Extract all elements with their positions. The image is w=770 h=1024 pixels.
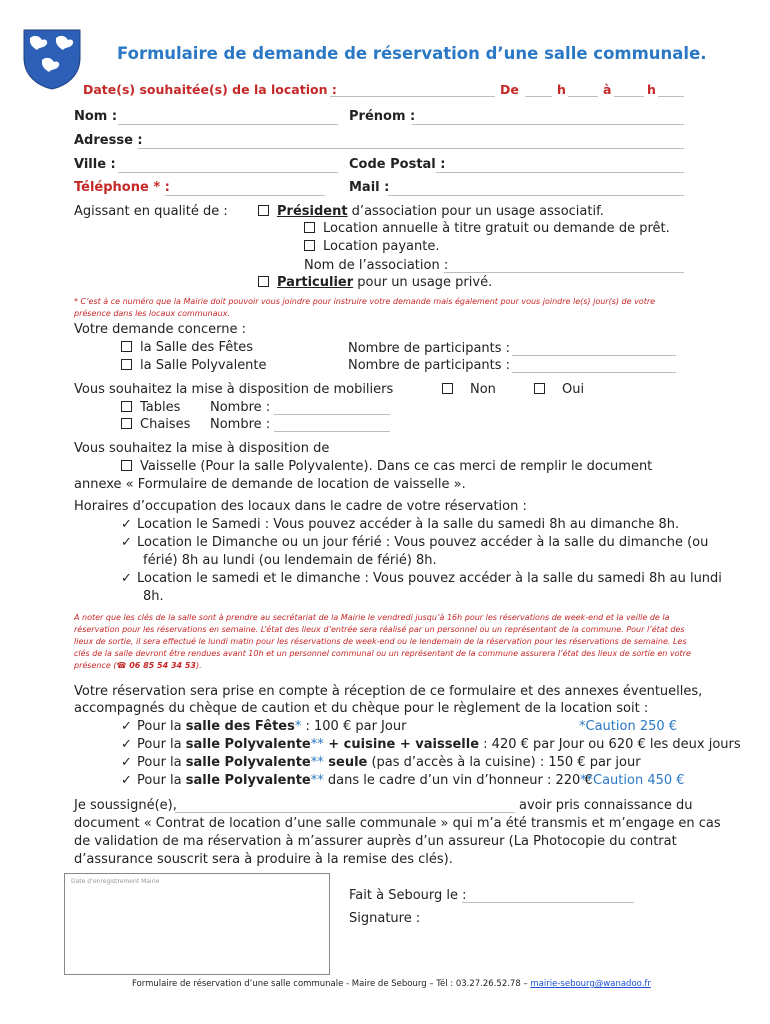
coat-of-arms-icon [22, 28, 82, 90]
mobiliers-non-checkbox[interactable] [442, 383, 453, 394]
tarif-pour: Pour la [137, 737, 186, 752]
particulier-checkbox[interactable] [258, 276, 269, 287]
cles-note [74, 612, 702, 672]
tarif-1-star: * [294, 719, 302, 734]
tarif-3-extra: seule [323, 755, 368, 770]
checkmark-icon: ✓ [121, 719, 132, 734]
prenom-label: Prénom : [349, 109, 416, 124]
code-postal-field[interactable] [436, 172, 684, 173]
checkmark-icon: ✓ [121, 755, 132, 770]
mobiliers-label: Vous souhaitez la mise à disposition de mobiliers [74, 382, 394, 397]
cles-phone: ☎ 06 85 54 34 53 [116, 661, 196, 670]
nom-association-label: Nom de l’association : [304, 258, 449, 273]
horaires-item-3-text: Location le samedi et le dimanche : Vous pouvez accéder à la salle du samedi 8h au lundi [137, 571, 722, 586]
checkmark-icon: ✓ [121, 571, 132, 586]
chaises-checkbox[interactable] [121, 418, 132, 429]
participants-label-2: Nombre de participants : [348, 358, 511, 373]
president-rest: d’association pour un usage associatif. [347, 204, 604, 219]
tarif-2-star: ** [310, 737, 324, 752]
location-annuelle-option[interactable] [304, 221, 670, 236]
telephone-field[interactable] [165, 195, 325, 196]
location-payante-option[interactable] [304, 239, 439, 254]
checkmark-icon: ✓ [121, 773, 132, 788]
demande-label: Votre demande concerne : [74, 322, 246, 337]
caution-2: **Caution 450 € [580, 773, 685, 788]
vaisselle-line1: Vaisselle (Pour la salle Polyvalente). Dans ce cas merci de remplir le document [140, 459, 653, 474]
nom-field[interactable] [118, 124, 338, 125]
tarif-pour: Pour la [137, 719, 186, 734]
h1-label: h [557, 82, 566, 97]
annuelle-label: Location annuelle à titre gratuit ou demande de prêt. [323, 221, 670, 236]
tarifs-intro-2: accompagnés du chèque de caution et du chèque pour le règlement de la location soit : [74, 701, 649, 716]
horaires-label: Horaires d’occupation des locaux dans le cadre de votre réservation : [74, 499, 527, 514]
prenom-field[interactable] [412, 124, 684, 125]
a-label: à [603, 82, 612, 97]
fait-label: Fait à Sebourg le : [349, 888, 467, 903]
vaisselle-line2: annexe « Formulaire de demande de location de vaisselle ». [74, 477, 466, 492]
payante-label: Location payante. [323, 239, 440, 254]
chaises-nombre-label: Nombre : [210, 417, 271, 432]
tarif-4-price: dans le cadre d’un vin d’honneur : 220 € [323, 773, 593, 788]
particulier-option[interactable] [258, 275, 492, 290]
de-label: De [500, 82, 519, 97]
ville-label: Ville : [74, 157, 116, 172]
mail-label: Mail : [349, 180, 390, 195]
engagement-avoir: avoir pris connaissance du [519, 798, 693, 813]
tables-option[interactable] [121, 400, 180, 415]
start-hour-line[interactable] [525, 96, 552, 97]
tarif-1-salle: salle des Fêtes [185, 719, 295, 734]
participants-field-2[interactable] [512, 372, 676, 373]
annuelle-checkbox[interactable] [304, 222, 315, 233]
tarif-1-price: : 100 € par Jour [301, 719, 407, 734]
fait-field[interactable] [462, 902, 634, 903]
end-hour-line[interactable] [614, 96, 644, 97]
salle-polyvalente-option[interactable] [121, 358, 267, 373]
tarif-3-price: (pas d’accès à la cuisine) : 150 € par jour [367, 755, 641, 770]
checkmark-icon: ✓ [121, 535, 132, 550]
horaires-item-3 [121, 571, 722, 586]
mobiliers-oui-label: Oui [562, 382, 585, 397]
mail-field[interactable] [388, 195, 684, 196]
nom-association-field[interactable] [444, 272, 684, 273]
tarifs-intro-1: Votre réservation sera prise en compte à réception de ce formulaire et des annexes éventuelles, [74, 684, 703, 699]
vaisselle-checkbox[interactable] [121, 460, 132, 471]
participants-label-1: Nombre de participants : [348, 341, 511, 356]
salle-fetes-checkbox[interactable] [121, 341, 132, 352]
horaires-item-2b: férié) 8h au lundi (ou lendemain de férié) 8h. [143, 553, 437, 568]
chaises-option[interactable] [121, 417, 190, 432]
registration-box-label: Date d’enregistrement Mairie [71, 878, 160, 885]
soussigne-label: Je soussigné(e), [74, 798, 177, 813]
tarif-row-2 [121, 737, 741, 752]
phone-note: * C’est à ce numéro que la Mairie doit pouvoir vous joindre pour instruire votre demande mais également pour vous joindre le(s) jour(s) de votre présence dans les locaux communaux. [74, 297, 656, 318]
telephone-label: Téléphone * : [74, 180, 170, 195]
tarif-pour: Pour la [137, 755, 186, 770]
tables-label: Tables [140, 400, 181, 415]
tables-nombre-field[interactable] [274, 414, 390, 415]
page-title: Formulaire de demande de réservation d’une salle communale. [117, 44, 707, 63]
tarif-4-salle: salle Polyvalente [185, 773, 311, 788]
horaires-item-2 [121, 535, 708, 550]
salle-fetes-option[interactable] [121, 340, 253, 355]
dates-label: Date(s) souhaitée(s) de la location : [83, 82, 337, 97]
tarif-row-3 [121, 755, 641, 770]
president-option[interactable] [258, 204, 604, 219]
tarif-pour: Pour la [137, 773, 186, 788]
payante-checkbox[interactable] [304, 240, 315, 251]
adresse-label: Adresse : [74, 133, 143, 148]
caution-1: *Caution 250 € [579, 719, 678, 734]
mobiliers-non-option[interactable] [442, 382, 496, 397]
checkmark-icon: ✓ [121, 517, 132, 532]
signature-label: Signature : [349, 911, 421, 926]
adresse-field[interactable] [138, 148, 684, 149]
tarif-3-salle: salle Polyvalente [185, 755, 311, 770]
chaises-label: Chaises [140, 417, 191, 432]
soussigne-field[interactable] [175, 812, 515, 813]
h2-label: h [647, 82, 656, 97]
engagement-line-2: document « Contrat de location d’une salle communale » qui m’a été transmis et m’engage en cas [74, 816, 721, 831]
mobiliers-non-label: Non [470, 382, 496, 397]
date-input-line[interactable] [330, 96, 495, 97]
salle-polyvalente-label: la Salle Polyvalente [140, 358, 267, 373]
tarif-row-1 [121, 719, 406, 734]
cles-note-end: ). [196, 661, 202, 670]
registration-box[interactable] [64, 873, 330, 975]
footer-text: Formulaire de réservation d’une salle communale - Maire de Sebourg – Tél : 03.27.26.52.78 – [132, 979, 531, 989]
cles-note-text: A noter que les clés de la salle sont à prendre au secrétariat de la Mairie le vendredi jusqu’à 16h pour les réservations de week-end et la veille de la réservation pour les réservations en semaine. L’état des lieux d’entrée sera réalisé par un personnel ou un représentant de la commune. Pour l’état des lieux de sortie, il sera effectué le lundi matin pour les réservations de week-end ou le lendemain de la réservation pour les réservations de semaine. Les clés de la salle devront être rendues avant 10h et un personnel communal ou un représentant de la commune assurera l’état des lieux de sortie en votre présence ( [74, 613, 691, 670]
checkmark-icon: ✓ [121, 737, 132, 752]
tarif-4-star: ** [310, 773, 324, 788]
tarif-row-4 [121, 773, 593, 788]
tables-checkbox[interactable] [121, 401, 132, 412]
particulier-rest: pour un usage privé. [353, 275, 493, 290]
code-postal-label: Code Postal : [349, 157, 446, 172]
vaisselle-label: Vous souhaitez la mise à disposition de [74, 441, 330, 456]
salle-fetes-label: la Salle des Fêtes [140, 340, 254, 355]
horaires-item-2-text: Location le Dimanche ou un jour férié : Vous pouvez accéder à la salle du dimanche (ou [137, 535, 709, 550]
horaires-item-1-text: Location le Samedi : Vous pouvez accéder à la salle du samedi 8h au dimanche 8h. [137, 517, 680, 532]
engagement-line-3: de validation de ma réservation à m’assurer auprès d’un assureur (La Photocopie du contrat [74, 834, 677, 849]
qualite-label: Agissant en qualité de : [74, 204, 228, 219]
ville-field[interactable] [118, 172, 338, 173]
footer-email-link[interactable]: mairie-sebourg@wanadoo.fr [530, 979, 651, 989]
president-checkbox[interactable] [258, 205, 269, 216]
salle-polyvalente-checkbox[interactable] [121, 359, 132, 370]
participants-field-1[interactable] [512, 355, 676, 356]
engagement-line-4: d’assurance souscrit sera à produire à la remise des clés). [74, 852, 453, 867]
chaises-nombre-field[interactable] [274, 431, 390, 432]
president-label: Président [277, 204, 348, 219]
horaires-item-3b: 8h. [143, 589, 164, 604]
tables-nombre-label: Nombre : [210, 400, 271, 415]
end-min-line[interactable] [658, 96, 684, 97]
particulier-label: Particulier [277, 275, 354, 290]
nom-label: Nom : [74, 109, 118, 124]
start-min-line[interactable] [568, 96, 598, 97]
tarif-3-star: ** [310, 755, 324, 770]
footer [132, 979, 651, 989]
tarif-2-extra: + cuisine + vaisselle [323, 737, 480, 752]
mobiliers-oui-checkbox[interactable] [534, 383, 545, 394]
mobiliers-oui-option[interactable] [534, 382, 584, 397]
tarif-2-price: : 420 € par Jour ou 620 € les deux jours [479, 737, 741, 752]
vaisselle-option[interactable] [121, 459, 652, 474]
horaires-item-1 [121, 517, 679, 532]
tarif-2-salle: salle Polyvalente [185, 737, 311, 752]
